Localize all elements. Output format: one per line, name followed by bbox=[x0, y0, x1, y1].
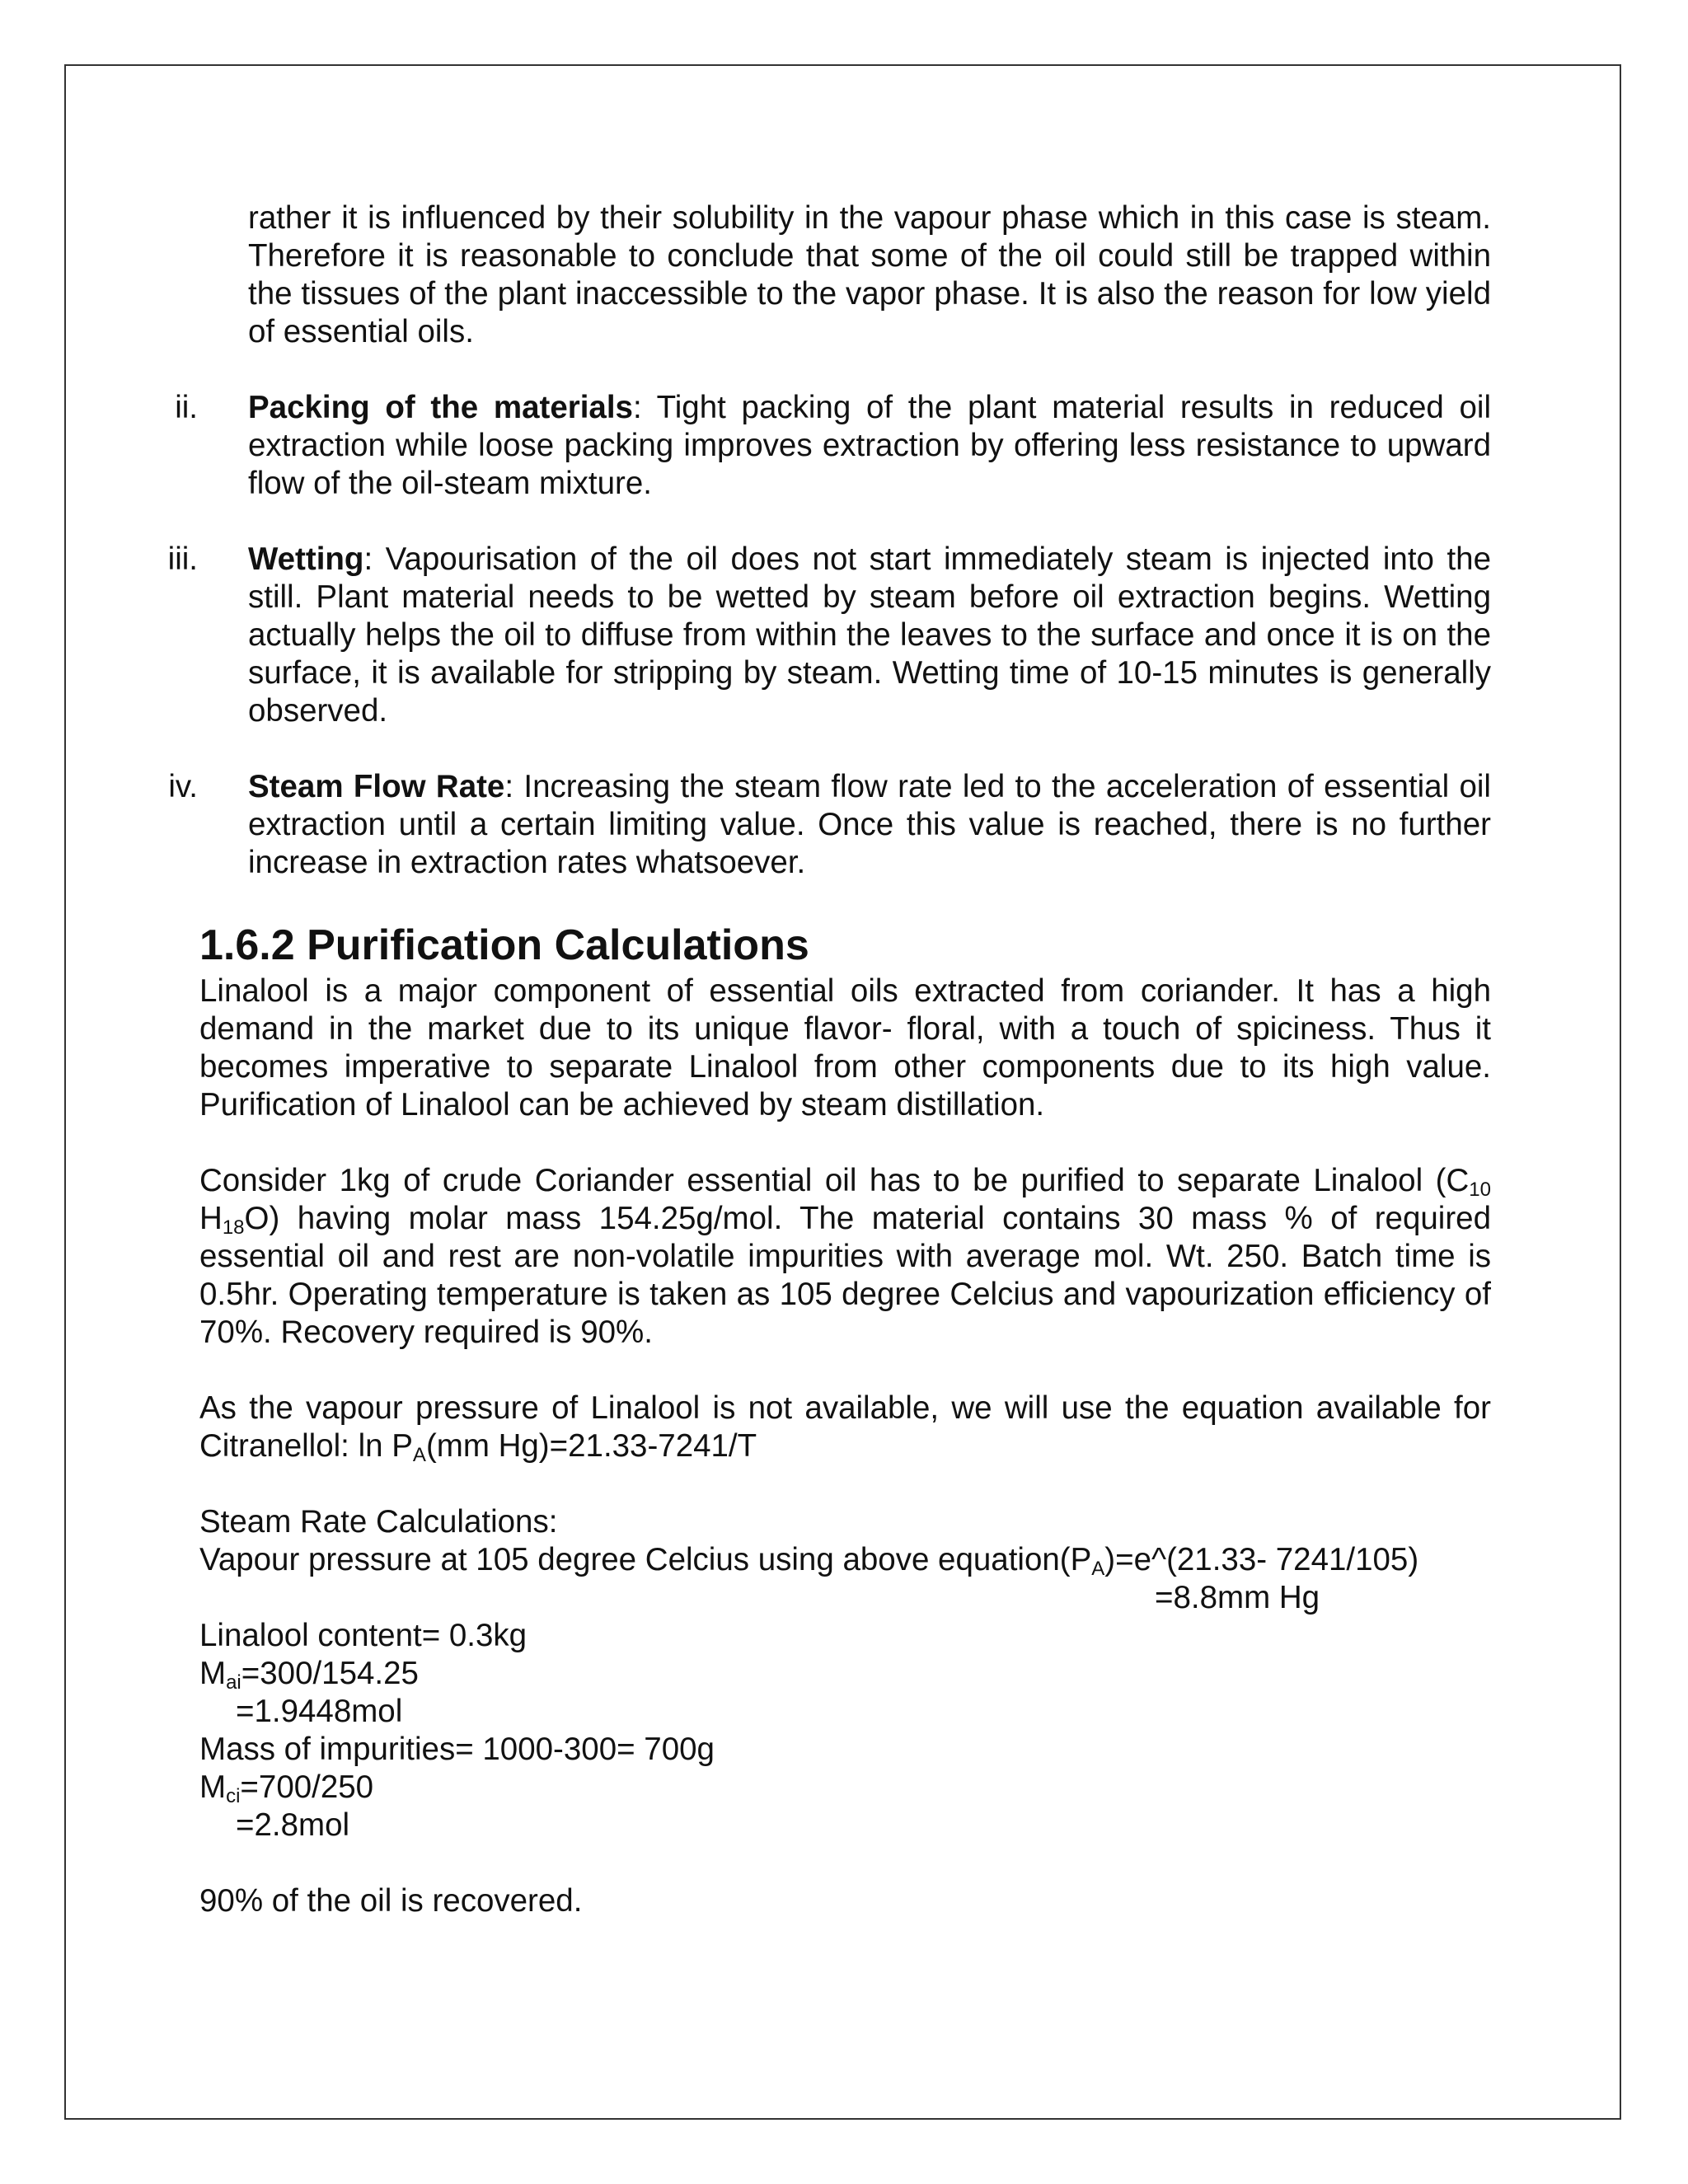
calc-recovered: 90% of the oil is recovered. bbox=[199, 1883, 583, 1919]
problem-text: Consider 1kg of crude Coriander essential oil has to be purified to separate Linalool (C bbox=[199, 1163, 1470, 1198]
calc-impurities: Mass of impurities= 1000-300= 700g bbox=[199, 1732, 715, 1767]
problem-text: H bbox=[199, 1201, 223, 1236]
calc-mai bbox=[199, 1655, 1491, 1693]
calc-mai-result: =1.9448mol bbox=[236, 1694, 403, 1729]
subscript: A bbox=[412, 1444, 426, 1466]
list-number: iv. bbox=[168, 769, 198, 804]
subscript: ai bbox=[226, 1671, 241, 1694]
problem-text: O) having molar mass 154.25g/mol. The material contains 30 mass % of required essential oil and rest are non-volatile impurities with average mol. Wt. 250. Batch time is 0.5hr. Operating temperature is taken as 105 degree Celcius and vapourization efficiency of 70%. Recovery required is 90%. bbox=[199, 1201, 1491, 1350]
calc-vapour-pressure bbox=[199, 1541, 1491, 1579]
subscript: ci bbox=[226, 1785, 241, 1807]
calc-text: M bbox=[199, 1769, 227, 1805]
list-term: Steam Flow Rate bbox=[248, 769, 505, 804]
list-text: : Increasing the steam flow rate led to the acceleration of essential oil extraction until a certain limiting value. Once this value is reached, there is no further increase in extraction rates whatsoever. bbox=[248, 769, 1491, 880]
calc-mci bbox=[199, 1769, 1491, 1807]
calc-text: Vapour pressure at 105 degree Celcius using above equation(P bbox=[199, 1542, 1092, 1577]
calc-text: )=e^(21.33- 7241/105) bbox=[1104, 1542, 1419, 1577]
subscript: 10 bbox=[1469, 1179, 1491, 1201]
calc-text: M bbox=[199, 1656, 227, 1691]
vapour-pressure-paragraph bbox=[199, 1390, 1491, 1465]
list-item-body bbox=[248, 541, 1491, 730]
list-term: Wetting bbox=[248, 541, 364, 577]
subscript: 18 bbox=[222, 1216, 245, 1239]
problem-paragraph bbox=[199, 1162, 1491, 1352]
list-item-body bbox=[248, 389, 1491, 503]
intro-paragraph: Linalool is a major component of essential oils extracted from coriander. It has a high demand in the market due to its unique flavor- floral, with a touch of spiciness. Thus it becomes imperative to separate Linalool from other components due to its high value. Purification of Linalool can be achieved by steam distillation. bbox=[199, 973, 1491, 1122]
vp-text: (mm Hg)=21.33-7241/T bbox=[425, 1428, 757, 1464]
list-item-body bbox=[248, 768, 1491, 882]
calc-linalool-content: Linalool content= 0.3kg bbox=[199, 1618, 528, 1653]
subscript: A bbox=[1091, 1558, 1105, 1580]
calc-text: =300/154.25 bbox=[241, 1656, 419, 1691]
list-text: : Vapourisation of the oil does not start immediately steam is injected into the still. Plant material needs to be wetted by steam before oil extraction begins. Wetting actually helps the oil to diffuse from within the leaves to the surface and once it is on the surface, it is available for stripping by steam. Wetting time of 10-15 minutes is generally observed. bbox=[248, 541, 1491, 729]
list-term: Packing of the materials bbox=[248, 390, 633, 425]
list-number: iii. bbox=[167, 541, 198, 577]
calc-title: Steam Rate Calculations: bbox=[199, 1504, 558, 1540]
section-heading: 1.6.2 Purification Calculations bbox=[199, 921, 809, 969]
list-number: ii. bbox=[175, 390, 198, 425]
list-text: : Tight packing of the plant material results in reduced oil extraction while loose packing improves extraction by offering less resistance to upward flow of the oil-steam mixture. bbox=[248, 390, 1491, 501]
calc-text: =700/250 bbox=[240, 1769, 374, 1805]
calc-vp-result: =8.8mm Hg bbox=[1155, 1580, 1320, 1615]
calc-mci-result: =2.8mol bbox=[236, 1807, 350, 1843]
vp-text: As the vapour pressure of Linalool is not available, we will use the equation available for Citranellol: ln P bbox=[199, 1390, 1491, 1464]
continuation-paragraph: rather it is influenced by their solubility in the vapour phase which in this case is steam. Therefore it is reasonable to conclude that some of the oil could still be trapped within the tissues of the plant inaccessible to the vapor phase. It is also the reason for low yield of essential oils. bbox=[248, 200, 1491, 349]
